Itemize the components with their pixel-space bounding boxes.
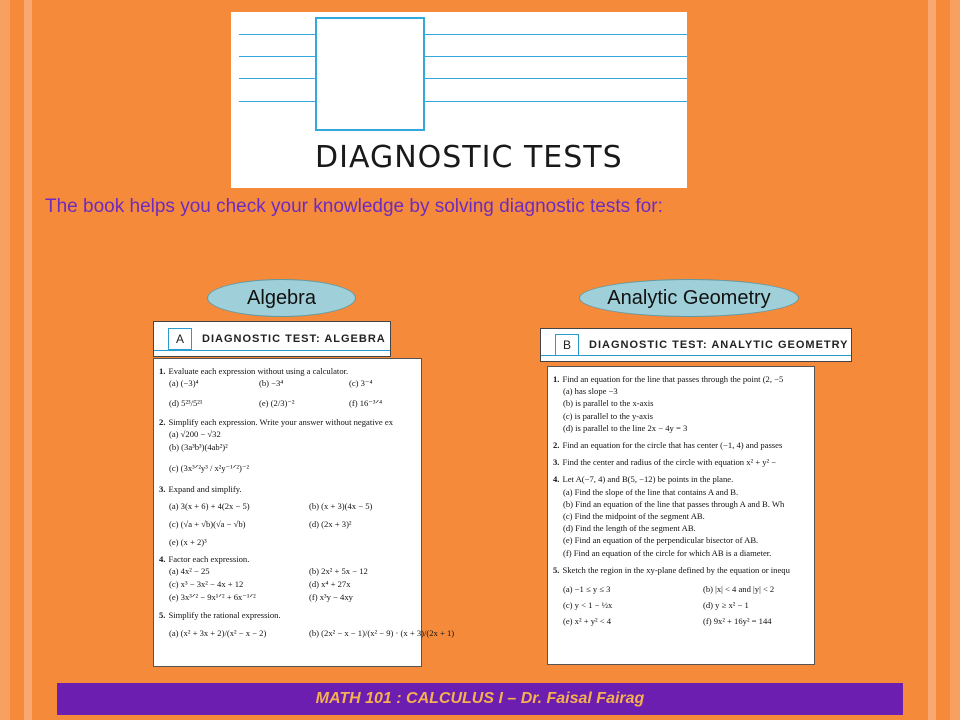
geometry-test-page — [547, 366, 815, 665]
question-1: 1. Evaluate each expression without using a calculator. — [159, 366, 349, 376]
answer-line: (d) is parallel to the line 2x − 4y = 3 — [563, 422, 688, 433]
question-4: 4. Factor each expression. — [159, 554, 250, 565]
answer-line: (a) √200 − √32 — [169, 429, 221, 440]
analytic-geometry-label: Analytic Geometry — [579, 279, 799, 317]
answer-line: (b) is parallel to the x-axis — [563, 398, 654, 409]
question-3: 3. Find the center and radius of the circle with equation x² + y² − — [553, 457, 777, 468]
answer-row: (e) x² + y² < 4 (f) 9x² + 16y² = 144 — [563, 616, 772, 627]
answer-row: (a) −1 ≤ y ≤ 3 (b) |x| < 4 and |y| < 2 — [563, 584, 775, 595]
answer-line: (c) is parallel to the y-axis — [563, 410, 653, 421]
question-5: 5. Simplify the rational expression. — [159, 610, 281, 621]
left-border-stripe — [24, 0, 32, 720]
answer-row: (a) (x² + 3x + 2)/(x² − x − 2) (b) (2x² − x − 1)/(x² − 9) · (x + 3)/(2x + 1) — [169, 627, 455, 638]
left-border-stripe — [10, 0, 24, 720]
header-rule — [541, 355, 851, 356]
answer-line: (a) has slope −3 — [563, 386, 618, 397]
banner-rule — [239, 56, 687, 57]
question-1: 1. Find an equation for the line that passes through the point (2, −5 — [553, 374, 784, 384]
right-border-stripe — [928, 0, 936, 720]
question-5: 5. Sketch the region in the xy-plane defined by the equation or inequ — [553, 564, 790, 575]
answer-line: (c) (3x³ᐟ²y³ / x²y⁻¹ᐟ²)⁻² — [169, 462, 249, 473]
question-3: 3. Expand and simplify. — [159, 483, 242, 494]
answer-row: (c) x³ − 3x² − 4x + 12 (d) x⁴ + 27x — [169, 579, 351, 590]
banner-square — [315, 17, 425, 131]
answer-row: (a) 3(x + 6) + 4(2x − 5) (b) (x + 3)(4x − 5) — [169, 501, 373, 512]
answer-line: (b) Find an equation of the line that passes through A and B. Wh — [563, 498, 785, 509]
test-title: DIAGNOSTIC TEST: ANALYTIC GEOMETRY — [589, 339, 849, 351]
test-letter-badge: B — [555, 334, 579, 356]
algebra-test-page — [153, 358, 455, 667]
intro-text: The book helps you check your knowledge by solving diagnostic tests for: — [45, 196, 663, 217]
answer-row: (c) (√a + √b)(√a − √b) (d) (2x + 3)² — [169, 519, 352, 530]
test-title: DIAGNOSTIC TEST: ALGEBRA — [202, 333, 386, 345]
answer-line: (c) Find the midpoint of the segment AB. — [563, 511, 705, 522]
answer-row: (a) (−3)⁴ (b) −3⁴ (c) 3⁻⁴ — [169, 378, 373, 389]
header-rule — [154, 350, 390, 351]
banner-title: DIAGNOSTIC TESTS — [315, 140, 623, 175]
answer-line: (e) (x + 2)³ — [169, 537, 207, 548]
answer-row: (e) 3x³ᐟ² − 9x¹ᐟ² + 6x⁻¹ᐟ² (f) x³y − 4xy — [169, 592, 353, 603]
right-border-stripe — [936, 0, 950, 720]
answer-line: (f) Find an equation of the circle for which AB is a diameter. — [563, 547, 772, 558]
answer-row: (a) 4x² − 25 (b) 2x² + 5x − 12 — [169, 566, 368, 577]
banner-rule — [239, 78, 687, 79]
diagnostic-tests-banner — [231, 12, 687, 188]
algebra-test-header — [153, 321, 391, 357]
question-2: 2. Find an equation for the circle that has center (−1, 4) and passes — [553, 440, 783, 451]
algebra-label: Algebra — [207, 279, 356, 317]
course-footer: MATH 101 : CALCULUS I – Dr. Faisal Fairag — [57, 683, 903, 715]
answer-line: (e) Find an equation of the perpendicular bisector of AB. — [563, 535, 759, 546]
question-4: 4. Let A(−7, 4) and B(5, −12) be points in the plane. — [553, 474, 734, 485]
banner-rule — [239, 34, 687, 35]
answer-line: (a) Find the slope of the line that contains A and B. — [563, 486, 739, 497]
banner-rule — [239, 101, 687, 102]
left-border-stripe — [0, 0, 10, 720]
right-border-stripe — [950, 0, 960, 720]
answer-line: (b) (3a³b³)(4ab²)² — [169, 441, 228, 452]
test-letter-badge: A — [168, 328, 192, 350]
answer-row: (d) 5²³/5²¹ (e) (2/3)⁻² (f) 16⁻³ᐟ⁴ — [169, 398, 383, 409]
question-2: 2. Simplify each expression. Write your answer without negative ex — [159, 417, 393, 428]
geometry-test-header — [540, 328, 852, 362]
answer-row: (c) y < 1 − ½x (d) y ≥ x² − 1 — [563, 600, 749, 611]
answer-line: (d) Find the length of the segment AB. — [563, 523, 696, 534]
